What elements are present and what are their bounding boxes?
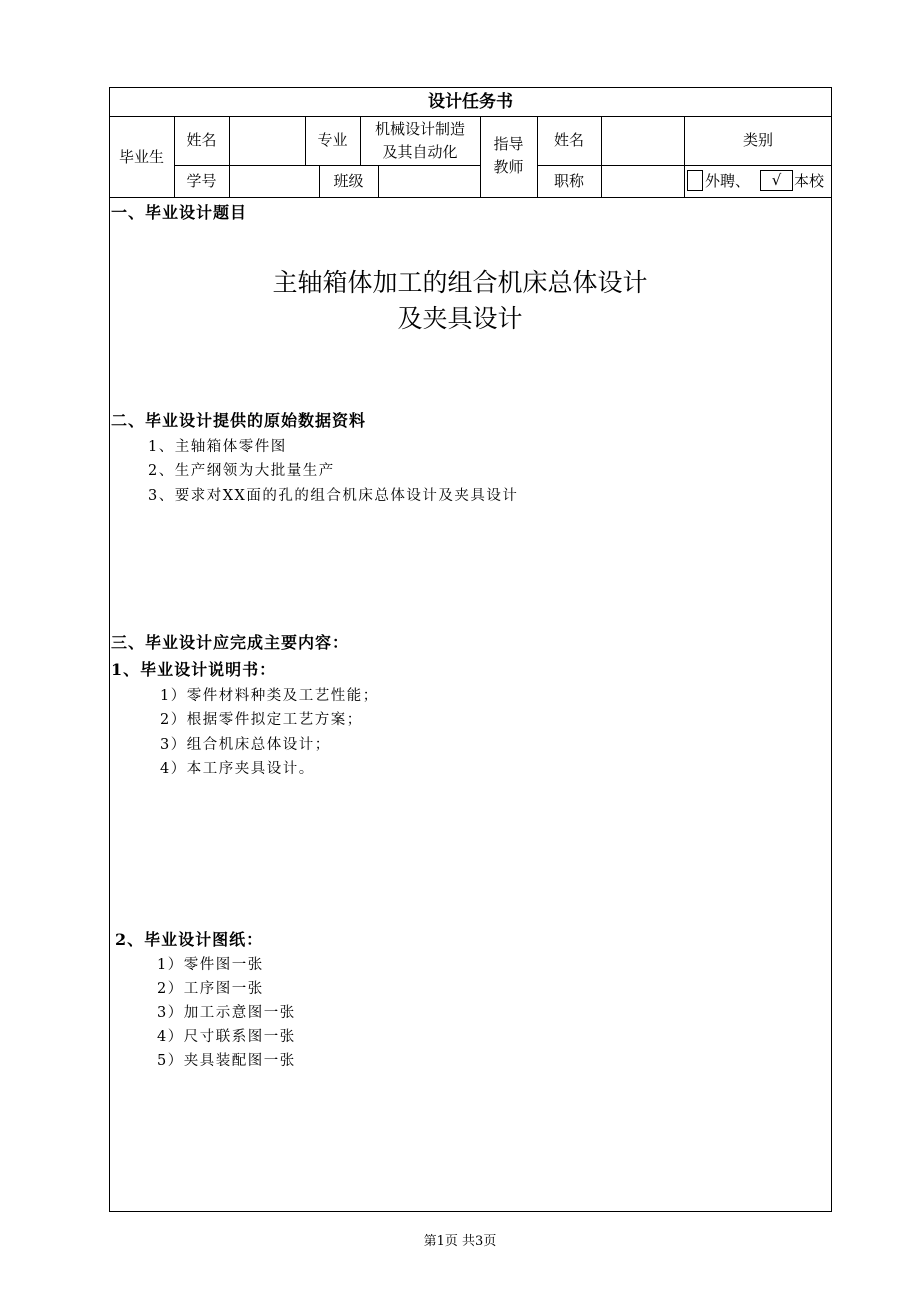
major-value-line2: 及其自动化 [382,143,458,161]
list-item: 1）零件材料种类及工艺性能； [160,688,379,704]
advisor-label-line1: 指导 [493,135,524,153]
student-name-label: 姓名 [186,131,217,149]
student-name-value[interactable] [230,117,304,165]
student-id-value[interactable] [230,166,318,197]
list-item: 1）零件图一张 [157,957,264,973]
class-label: 班级 [333,172,364,190]
advisor-title-label: 职称 [553,172,584,190]
external-label: 外聘、 [705,172,751,190]
section1-heading: 一、毕业设计题目 [111,203,248,222]
list-item: 3）组合机床总体设计； [160,737,331,753]
list-item: 2）根据零件拟定工艺方案； [160,712,363,728]
category-label: 类别 [742,131,773,149]
external-checkbox[interactable] [687,170,703,191]
table-divider [109,116,832,117]
list-item: 3）加工示意图一张 [157,1005,296,1021]
thesis-topic-line2: 及夹具设计 [397,304,523,333]
advisor-title-value[interactable] [602,166,683,197]
page-number: 第1页 共3页 [423,1234,497,1249]
advisor-name-label: 姓名 [553,131,584,149]
table-divider [109,197,832,198]
list-item: 2）工序图一张 [157,981,264,997]
major-value-line1: 机械设计制造 [374,120,465,138]
class-value[interactable] [379,166,479,197]
list-item: 3、要求对XX面的孔的组合机床总体设计及夹具设计 [148,488,519,504]
student-id-label: 学号 [186,172,217,190]
table-divider [684,116,685,197]
list-item: 2、生产纲领为大批量生产 [148,463,335,479]
graduate-label: 毕业生 [118,148,164,166]
section3-heading: 三、毕业设计应完成主要内容： [111,633,350,652]
thesis-topic-line1: 主轴箱体加工的组合机床总体设计 [272,268,648,297]
list-item: 4）尺寸联系图一张 [157,1029,296,1045]
list-item: 1、主轴箱体零件图 [148,439,287,455]
list-item: 4）本工序夹具设计。 [160,761,315,777]
major-label: 专业 [317,131,348,149]
internal-label: 本校 [794,172,825,190]
section3-sub1-heading: 1、毕业设计说明书： [111,660,277,679]
advisor-name-value[interactable] [602,117,683,165]
advisor-label-line2: 教师 [493,158,524,176]
section2-heading: 二、毕业设计提供的原始数据资料 [111,411,367,430]
list-item: 5）夹具装配图一张 [157,1053,296,1069]
section3-sub2-heading: 2、毕业设计图纸： [115,930,264,949]
internal-checkbox[interactable]: √ [760,170,793,191]
form-title: 设计任务书 [428,92,513,112]
